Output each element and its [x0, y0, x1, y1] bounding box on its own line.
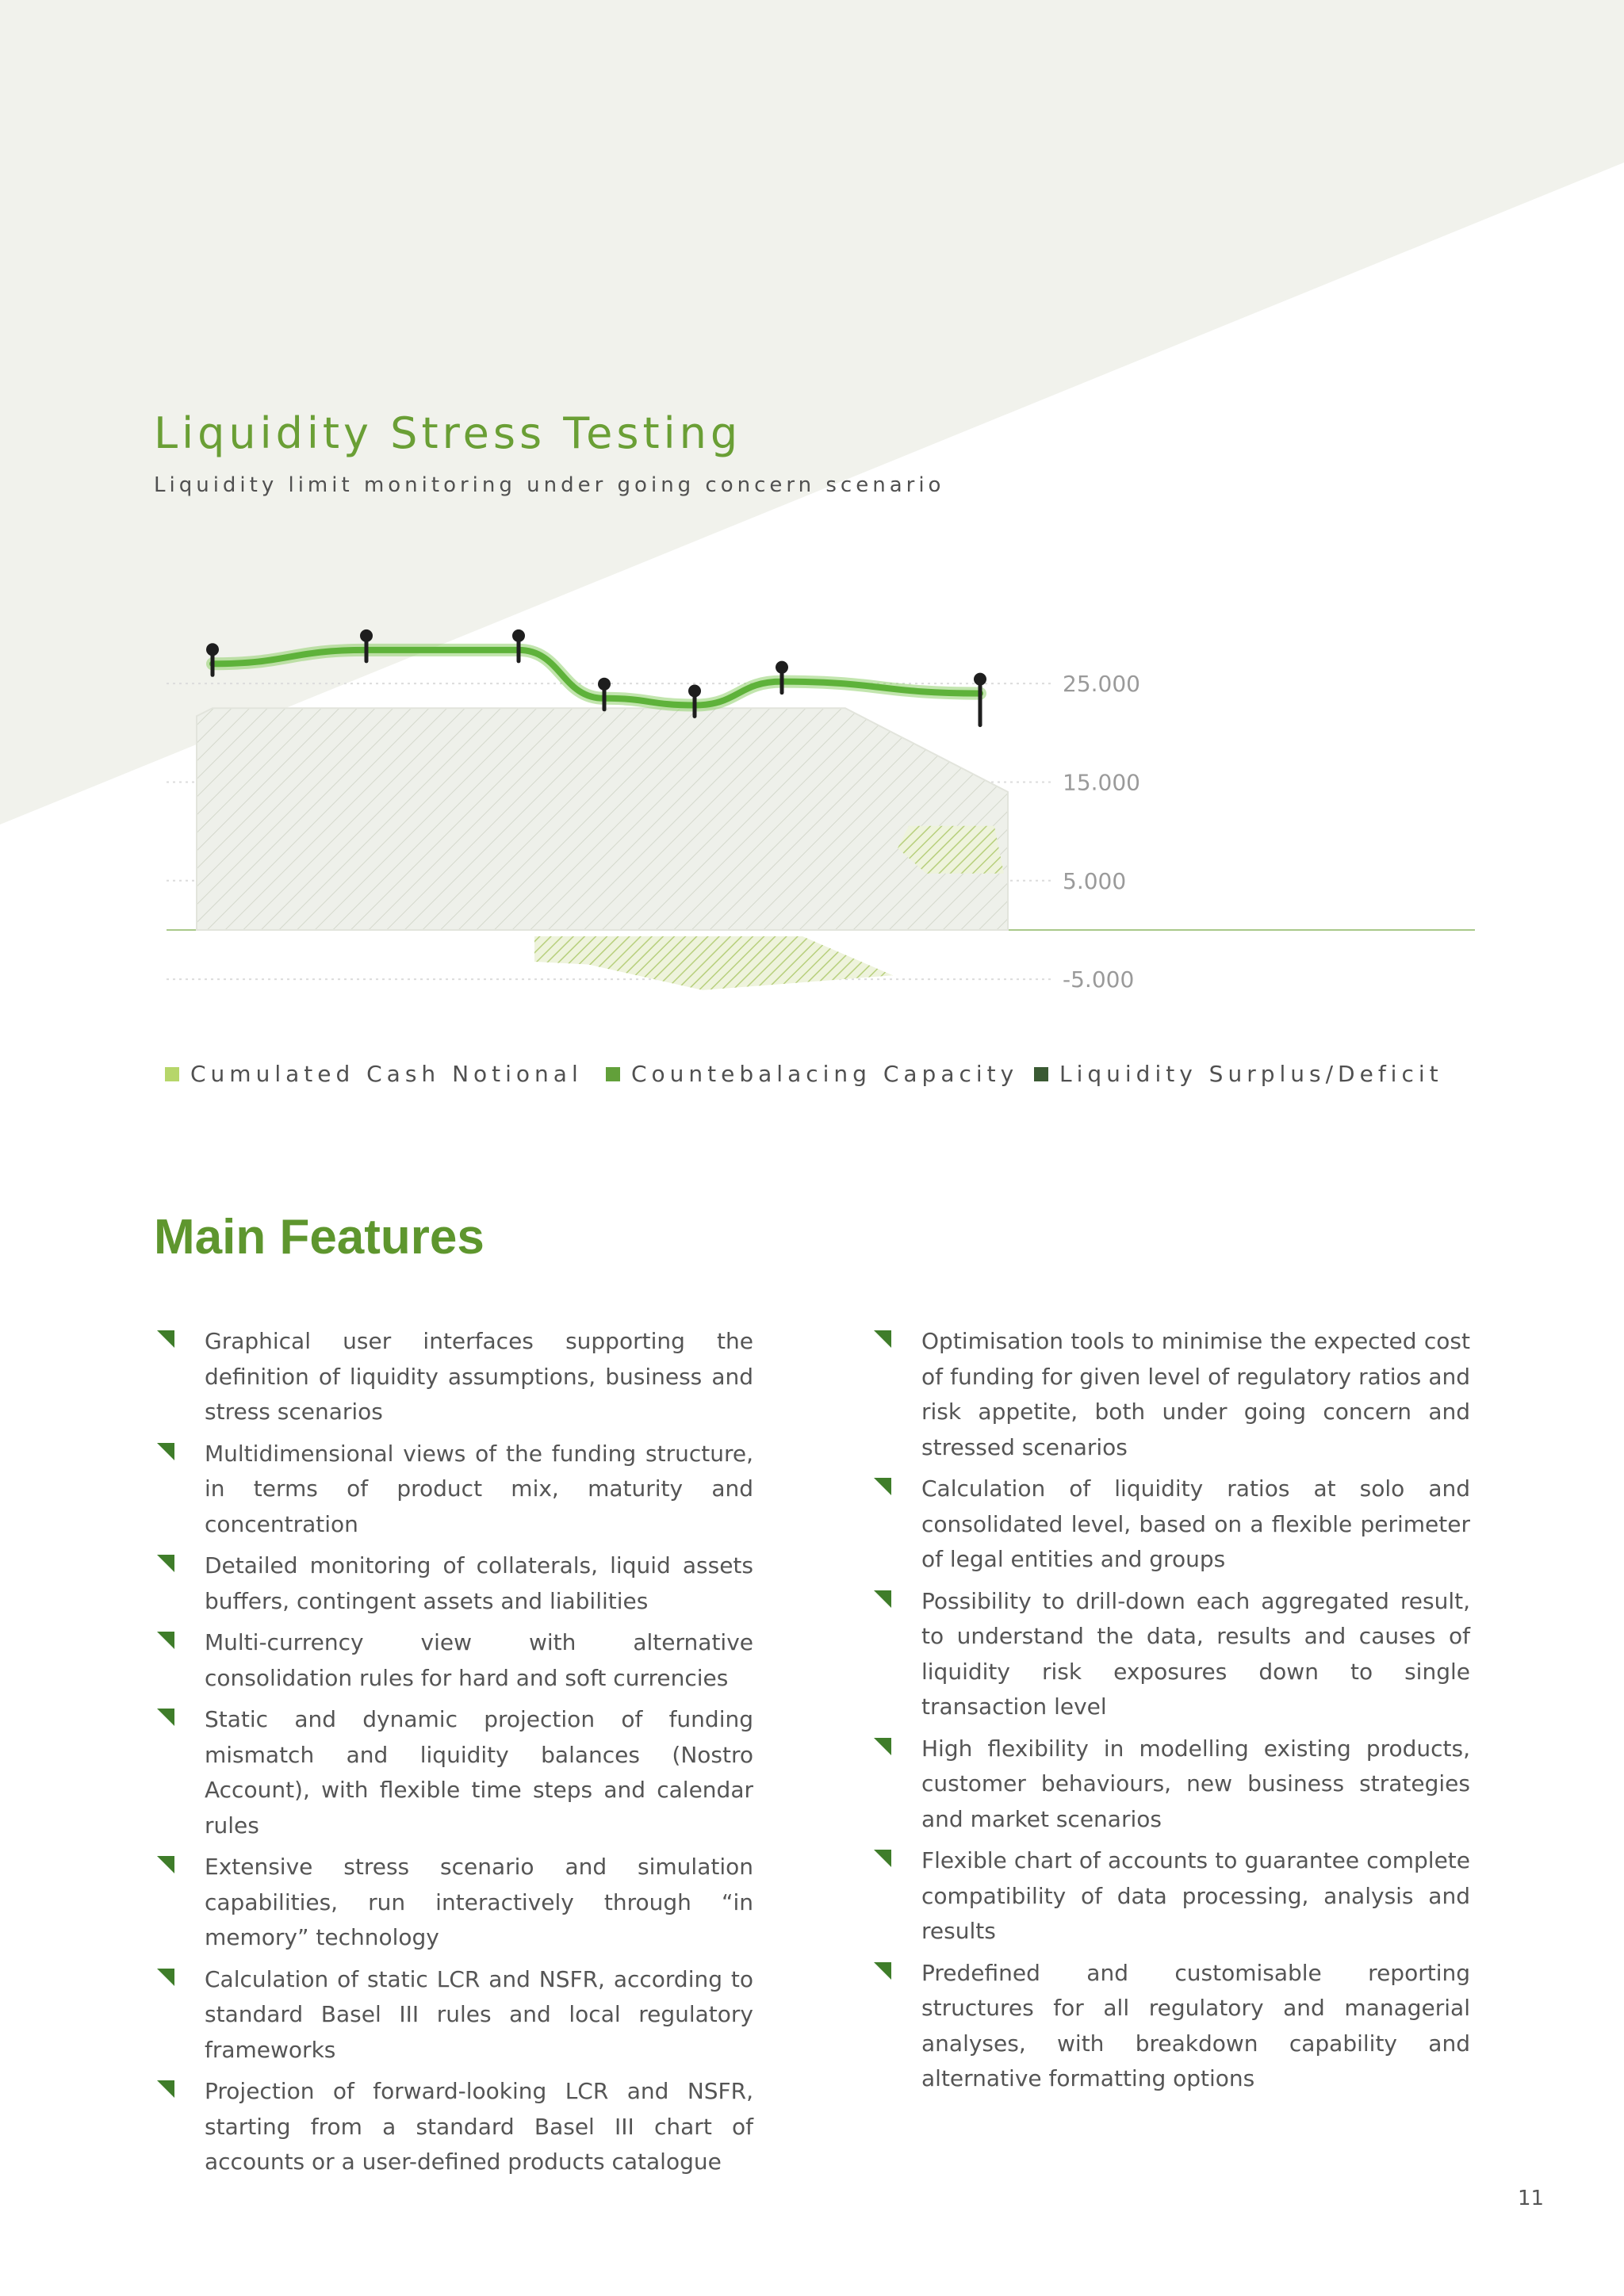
legend-swatch [1034, 1067, 1048, 1081]
feature-item [871, 1324, 1470, 1465]
cumulated-cash-area [197, 708, 1008, 930]
feature-item [871, 1732, 1470, 1838]
features-heading: Main Features [154, 1210, 485, 1265]
feature-text: Calculation of static LCR and NSFR, according to standard Basel III rules and local regulatory frameworks [205, 1965, 753, 2063]
page-subtitle: Liquidity limit monitoring under going concern scenario [154, 473, 945, 497]
triangle-bullet-icon [157, 1709, 174, 1726]
feature-text: Detailed monitoring of collaterals, liquid assets buffers, contingent assets and liabilities [205, 1552, 753, 1614]
feature-text: Static and dynamic projection of funding mismatch and liquidity balances (Nostro Account), with flexible time steps and calendar rules [205, 1706, 753, 1839]
feature-text: Graphical user interfaces supporting the definition of liquidity assumptions, business and stress scenarios [205, 1328, 753, 1425]
page-title: Liquidity Stress Testing [154, 408, 742, 458]
marker-head [512, 629, 525, 642]
triangle-bullet-icon [874, 1478, 891, 1495]
features-list-right [871, 1324, 1470, 2103]
legend-swatch [606, 1067, 620, 1081]
marker-head [776, 661, 788, 674]
feature-item [154, 1437, 753, 1543]
features-list-left [154, 1324, 753, 2187]
y-tick-label: 15.000 [1063, 769, 1140, 796]
feature-text: Multidimensional views of the funding structure, in terms of product mix, maturity and concentration [205, 1440, 753, 1537]
feature-item [154, 1962, 753, 2068]
legend-label: Cumulated Cash Notional [190, 1061, 583, 1087]
legend-label: Liquidity Surplus/Deficit [1059, 1061, 1443, 1087]
feature-item [871, 1584, 1470, 1725]
legend-swatch [165, 1067, 179, 1081]
feature-text: Flexible chart of accounts to guarantee complete compatibility of data processing, analysis and results [921, 1847, 1470, 1944]
feature-text: Extensive stress scenario and simulation capabilities, run interactively through “in memory” technology [205, 1854, 753, 1950]
legend-item-countebalacing [606, 1061, 1018, 1087]
triangle-bullet-icon [874, 1962, 891, 1980]
triangle-bullet-icon [157, 1443, 174, 1460]
y-tick-label: -5.000 [1063, 966, 1135, 993]
chart-areas [197, 708, 1008, 990]
page-number: 11 [1518, 2187, 1545, 2210]
feature-text: Optimisation tools to minimise the expected cost of funding for given level of regulatory ratios and risk appetite, both under going concern and stressed scenarios [921, 1328, 1470, 1460]
legend-item-surplus-deficit [1034, 1061, 1443, 1087]
feature-item [871, 1471, 1470, 1578]
triangle-bullet-icon [157, 1632, 174, 1649]
feature-text: High flexibility in modelling existing products, customer behaviours, new business strategies and market scenarios [921, 1735, 1470, 1832]
feature-text: Calculation of liquidity ratios at solo and consolidated level, based on a flexible perimeter of legal entities and groups [921, 1475, 1470, 1572]
marker-head [598, 678, 611, 691]
chart-lines [213, 650, 980, 706]
liquidity-chart [0, 634, 1624, 999]
surplus-deficit-negative-area [534, 936, 893, 990]
triangle-bullet-icon [874, 1590, 891, 1608]
chart-tick-labels [1063, 671, 1140, 993]
chart-legend [165, 1061, 1513, 1093]
triangle-bullet-icon [157, 2080, 174, 2098]
marker-head [688, 685, 701, 698]
y-tick-label: 25.000 [1063, 671, 1140, 698]
triangle-bullet-icon [874, 1850, 891, 1867]
triangle-bullet-icon [874, 1330, 891, 1348]
feature-item [154, 1548, 753, 1619]
triangle-bullet-icon [157, 1856, 174, 1873]
countebalacing-capacity-line [213, 650, 980, 706]
triangle-bullet-icon [157, 1555, 174, 1572]
feature-item [154, 2074, 753, 2180]
feature-item [154, 1702, 753, 1843]
triangle-bullet-icon [157, 1330, 174, 1348]
feature-item [154, 1625, 753, 1696]
feature-text: Predefined and customisable reporting structures for all regulatory and managerial analyses, with breakdown capability and alternative formatting options [921, 1959, 1470, 2091]
feature-item [871, 1956, 1470, 2097]
marker-head [974, 673, 986, 686]
feature-item [154, 1850, 753, 1956]
legend-label: Countebalacing Capacity [631, 1061, 1019, 1087]
marker-head [206, 643, 219, 656]
feature-text: Projection of forward-looking LCR and NSFR, starting from a standard Basel III chart of accounts or a user-defined products catalogue [205, 2078, 753, 2175]
legend-item-cumulated-cash [165, 1061, 583, 1087]
triangle-bullet-icon [874, 1738, 891, 1755]
feature-item [154, 1324, 753, 1430]
y-tick-label: 5.000 [1063, 867, 1127, 894]
feature-text: Possibility to drill-down each aggregated result, to understand the data, results and causes of liquidity risk exposures down to single transaction level [921, 1587, 1470, 1720]
feature-item [871, 1843, 1470, 1950]
feature-text: Multi-currency view with alternative consolidation rules for hard and soft currencies [205, 1629, 753, 1691]
marker-head [360, 629, 373, 642]
triangle-bullet-icon [157, 1969, 174, 1986]
